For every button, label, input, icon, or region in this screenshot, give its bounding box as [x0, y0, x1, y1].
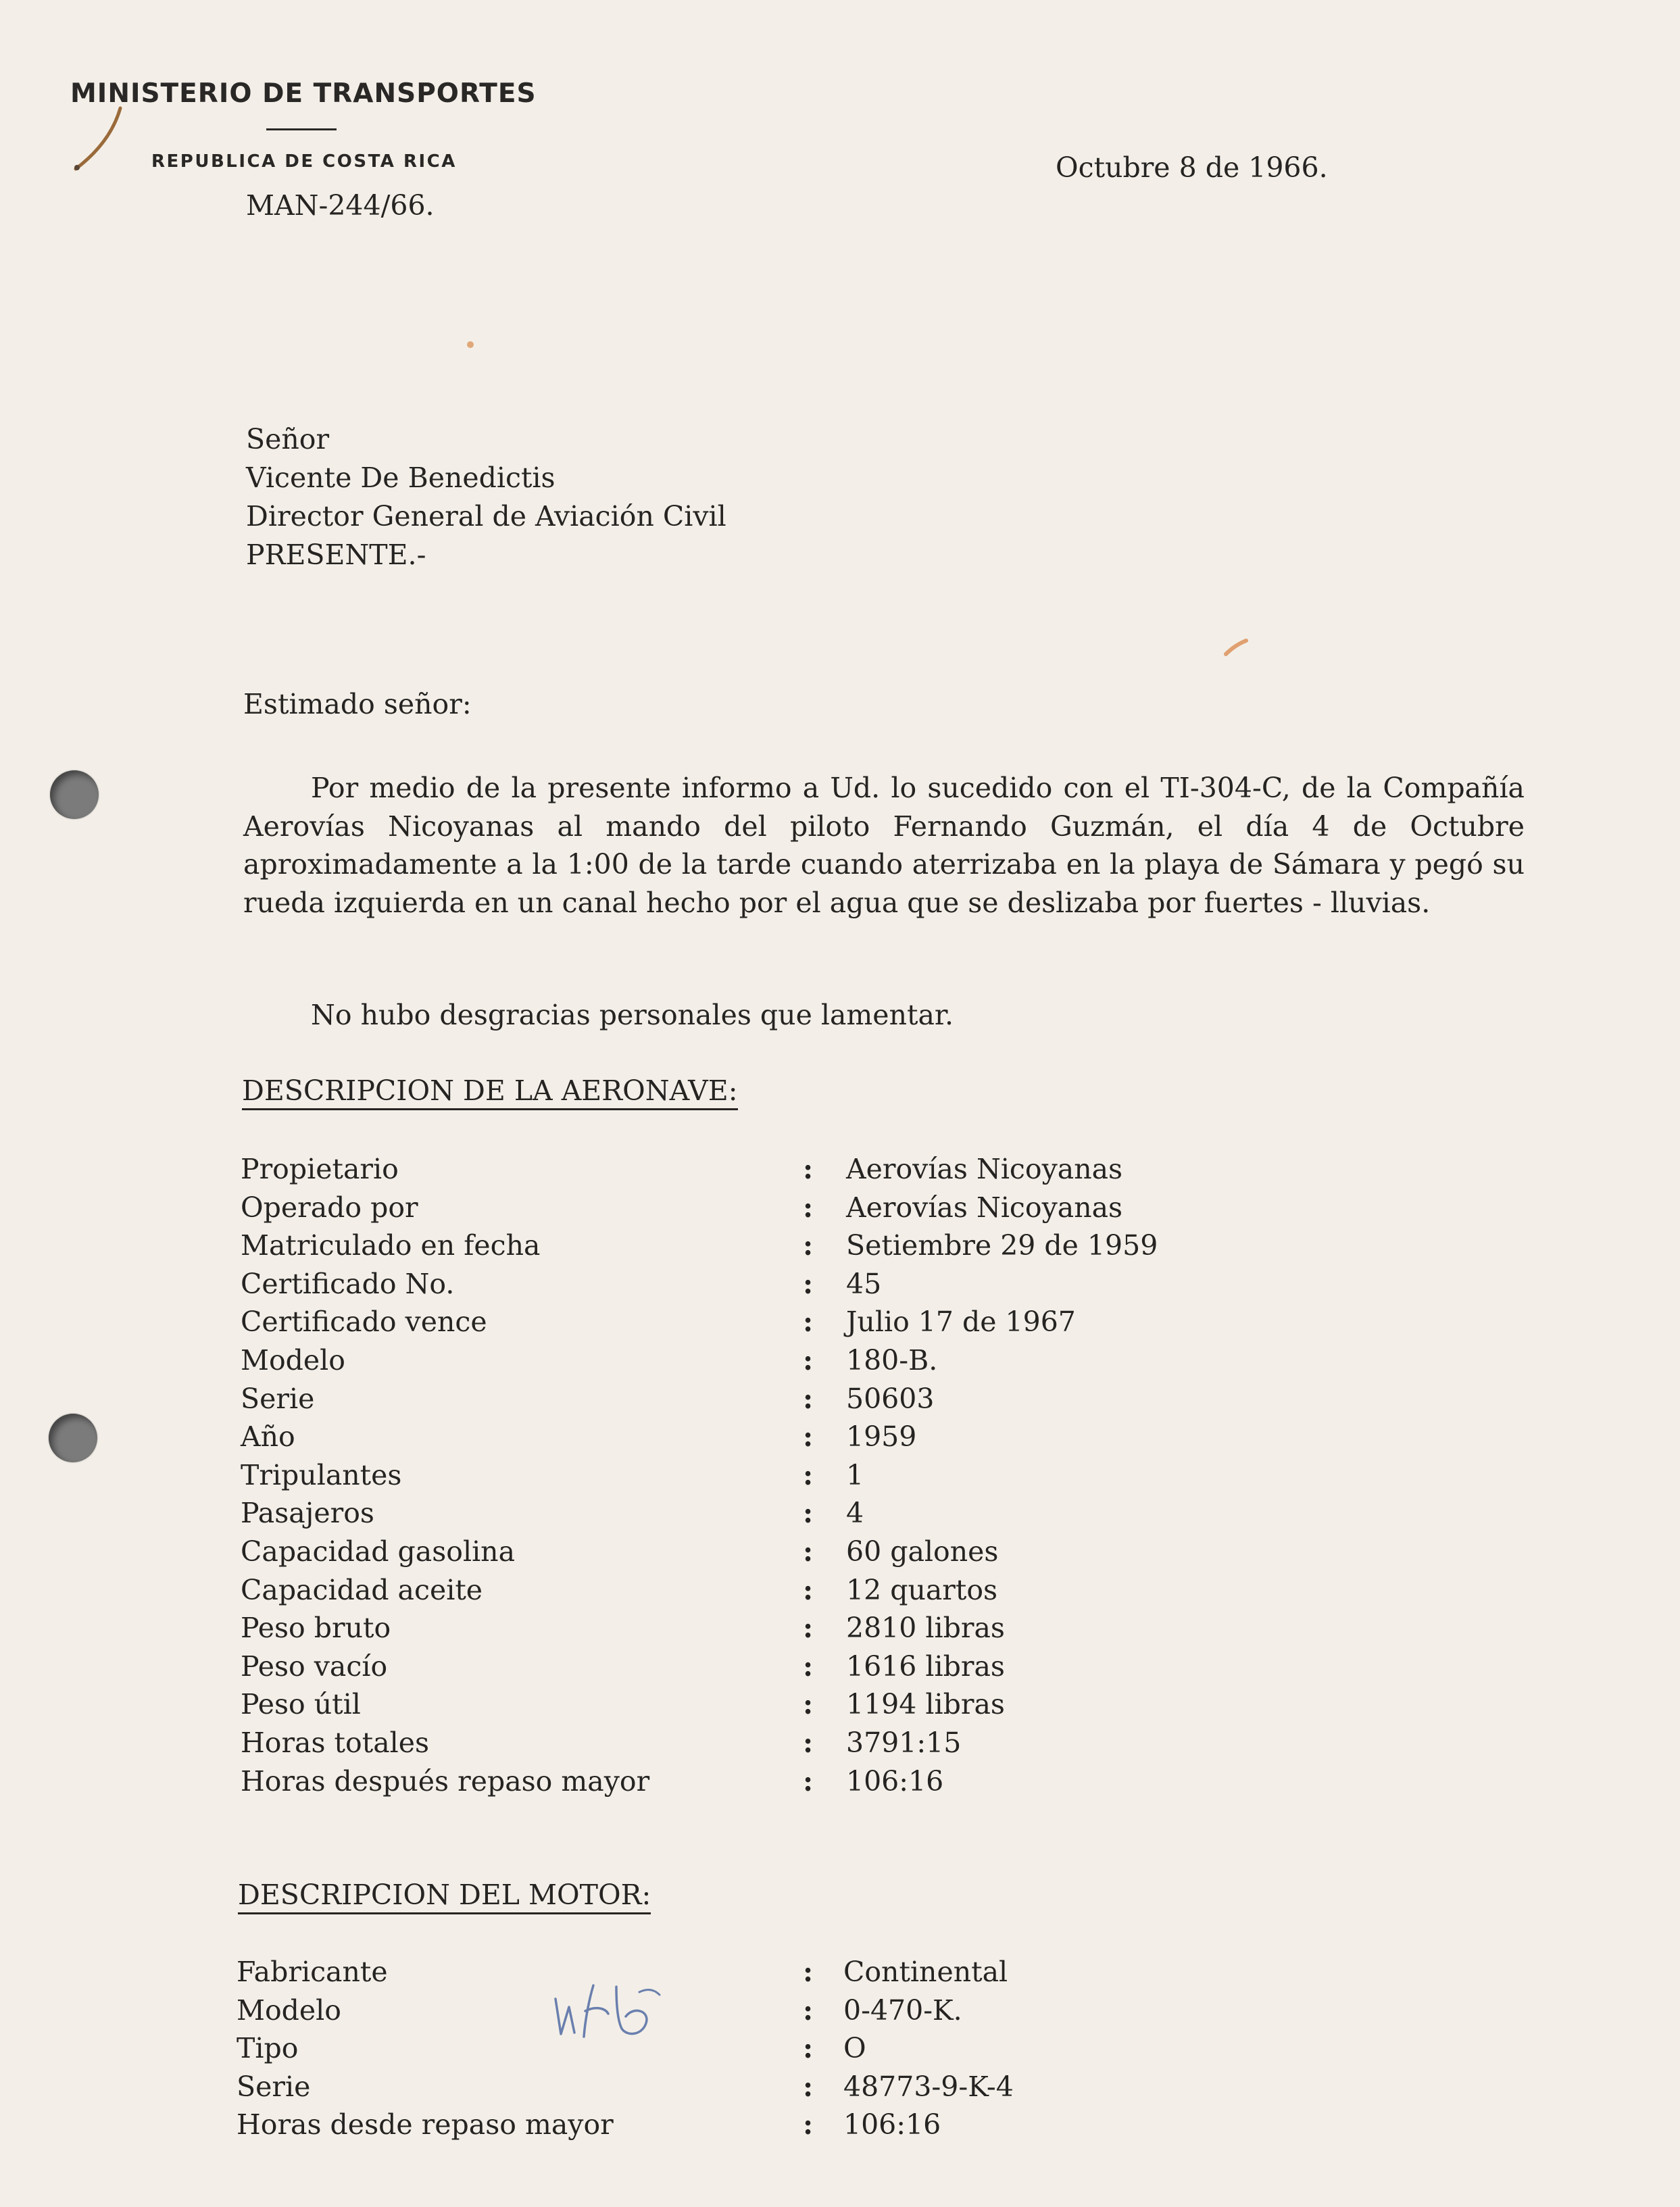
detail-label: Fabricante — [237, 1956, 388, 1988]
greeting: Estimado señor: — [243, 688, 472, 720]
detail-separator: : — [803, 1343, 814, 1377]
detail-row — [0, 1344, 1680, 1383]
detail-row — [0, 2032, 1680, 2070]
detail-value: Julio 17 de 1967 — [846, 1306, 1076, 1339]
detail-label: Capacidad aceite — [241, 1573, 483, 1606]
detail-separator: : — [803, 1956, 814, 1988]
detail-value: 180-B. — [846, 1343, 938, 1377]
detail-value: Continental — [843, 1956, 1008, 1988]
detail-row — [0, 1420, 1680, 1459]
detail-label: Propietario — [241, 1153, 399, 1185]
ministry-name: MINISTERIO DE TRANSPORTES — [70, 78, 537, 109]
detail-label: Horas totales — [241, 1726, 430, 1759]
detail-value: Setiembre 29 de 1959 — [846, 1229, 1158, 1262]
detail-label: Matriculado en fecha — [241, 1229, 541, 1262]
letterhead-rule — [266, 128, 337, 130]
detail-separator: : — [803, 1726, 814, 1759]
detail-row — [0, 1383, 1680, 1421]
detail-label: Horas después repaso mayor — [241, 1764, 650, 1797]
handwritten-initials — [551, 1972, 666, 2046]
detail-value: 0-470-K. — [843, 1993, 962, 2027]
detail-separator: : — [803, 1306, 814, 1339]
punch-hole-top — [50, 770, 99, 819]
detail-value: 1616 libras — [846, 1650, 1005, 1683]
detail-separator: : — [803, 1650, 814, 1683]
body-paragraph-2: No hubo desgracias personales que lamentar. — [311, 999, 954, 1031]
detail-value: 2810 libras — [846, 1612, 1005, 1645]
detail-value: 4 — [846, 1497, 864, 1530]
detail-label: Operado por — [241, 1191, 418, 1224]
stain-dot — [464, 338, 477, 351]
detail-row — [0, 1306, 1680, 1344]
detail-row — [0, 1229, 1680, 1268]
reference-number: MAN-244/66. — [246, 189, 435, 222]
detail-row — [0, 1650, 1680, 1689]
detail-separator: : — [803, 1191, 814, 1224]
detail-value: 45 — [846, 1267, 882, 1300]
detail-separator: : — [803, 1612, 814, 1645]
recipient-block — [246, 420, 726, 574]
detail-label: Modelo — [241, 1343, 345, 1377]
detail-label: Peso bruto — [241, 1612, 391, 1645]
detail-row — [0, 2070, 1680, 2109]
detail-label: Serie — [241, 1382, 315, 1415]
detail-row — [0, 1727, 1680, 1765]
detail-row — [0, 1765, 1680, 1804]
detail-separator: : — [803, 1535, 814, 1568]
detail-value: Aerovías Nicoyanas — [846, 1191, 1123, 1224]
detail-label: Certificado No. — [241, 1267, 455, 1300]
detail-separator: : — [803, 2108, 814, 2141]
recipient-position: Director General de Aviación Civil — [246, 500, 726, 532]
detail-label: Pasajeros — [241, 1497, 374, 1530]
detail-row — [0, 1956, 1680, 1994]
detail-separator: : — [803, 1458, 814, 1491]
country-name: REPUBLICA DE COSTA RICA — [151, 151, 457, 172]
body-paragraph-1: Por medio de la presente informo a Ud. lo sucedido con el TI-304-C, de la Compañía Aerovías Nicoyanas al mando del piloto Fernando Guzmán, el día 4 de Octubre aproximadamente a la 1:00 de la tarde cuando aterrizaba en la playa de Sámara y pegó su rueda izquierda en un canal hecho por el agua que se deslizaba por fuertes - lluvias. — [243, 772, 1525, 919]
detail-value: 3791:15 — [846, 1726, 962, 1759]
detail-label: Año — [241, 1420, 295, 1454]
detail-value: 48773-9-K-4 — [843, 2070, 1014, 2103]
detail-row — [0, 1459, 1680, 1497]
detail-row — [0, 1191, 1680, 1230]
detail-row — [0, 1612, 1680, 1650]
recipient-title: Señor — [246, 423, 330, 455]
detail-row — [0, 1268, 1680, 1306]
detail-separator: : — [803, 1420, 814, 1454]
engine-details-list — [0, 1956, 1680, 2147]
detail-value: 106:16 — [843, 2108, 941, 2141]
detail-row — [0, 1535, 1680, 1574]
detail-label: Peso útil — [241, 1688, 361, 1721]
detail-value: 1194 libras — [846, 1688, 1005, 1721]
detail-label: Modelo — [237, 1993, 341, 2027]
detail-row — [0, 1574, 1680, 1612]
recipient-presente: PRESENTE.- — [246, 539, 426, 571]
detail-label: Peso vacío — [241, 1650, 388, 1683]
detail-value: 50603 — [846, 1382, 935, 1415]
detail-row — [0, 1688, 1680, 1727]
detail-row — [0, 1153, 1680, 1191]
detail-separator: : — [803, 1267, 814, 1300]
detail-separator: : — [803, 1497, 814, 1530]
detail-separator: : — [803, 1229, 814, 1262]
detail-value: Aerovías Nicoyanas — [846, 1153, 1123, 1185]
detail-value: 1 — [846, 1458, 864, 1491]
detail-value: 1959 — [846, 1420, 917, 1454]
detail-value: 12 quartos — [846, 1573, 998, 1606]
detail-label: Certificado vence — [241, 1306, 487, 1339]
detail-separator: : — [803, 1688, 814, 1721]
detail-label: Tipo — [237, 2032, 299, 2065]
engine-section-heading: DESCRIPCION DEL MOTOR: — [238, 1879, 651, 1914]
detail-separator: : — [803, 1993, 814, 2027]
detail-value: 60 galones — [846, 1535, 999, 1568]
letter-date: Octubre 8 de 1966. — [1056, 151, 1328, 184]
detail-label: Serie — [237, 2070, 311, 2103]
detail-separator: : — [803, 1382, 814, 1415]
detail-label: Horas desde repaso mayor — [237, 2108, 614, 2141]
aircraft-section-heading: DESCRIPCION DE LA AERONAVE: — [242, 1074, 738, 1110]
detail-row — [0, 1994, 1680, 2033]
detail-separator: : — [803, 1573, 814, 1606]
detail-value: 106:16 — [846, 1764, 944, 1797]
detail-separator: : — [803, 2032, 814, 2065]
detail-value: O — [843, 2032, 866, 2065]
detail-separator: : — [803, 2070, 814, 2103]
stain-mark — [1223, 638, 1250, 658]
detail-label: Tripulantes — [241, 1458, 402, 1491]
detail-separator: : — [803, 1764, 814, 1797]
detail-separator: : — [803, 1153, 814, 1185]
detail-row — [0, 1497, 1680, 1535]
detail-label: Capacidad gasolina — [241, 1535, 516, 1568]
aircraft-details-list — [0, 1153, 1680, 1803]
detail-row — [0, 2108, 1680, 2147]
recipient-name: Vicente De Benedictis — [246, 462, 555, 494]
